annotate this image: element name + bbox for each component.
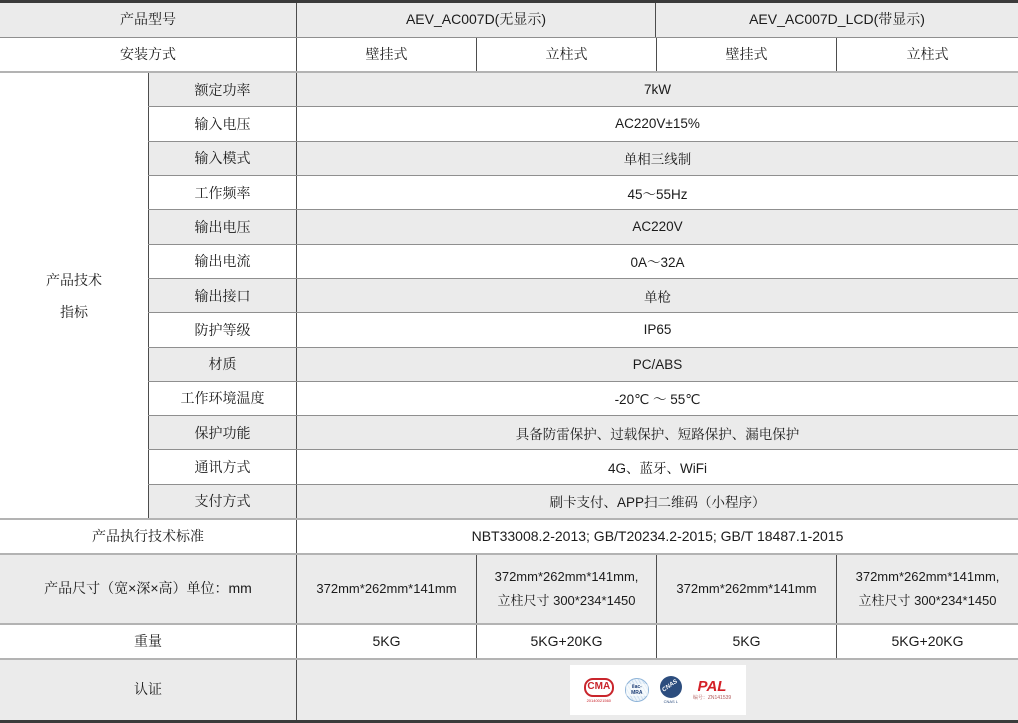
install-b-pillar: 立柱式	[836, 38, 1018, 71]
tech-spec-section	[0, 73, 1018, 520]
spec-value: 45～55Hz	[296, 176, 1018, 209]
spec-row-material	[148, 348, 1018, 382]
ilac-globe-icon	[625, 678, 649, 702]
spec-name: 工作环境温度	[148, 382, 296, 415]
pal-logo-icon	[693, 679, 731, 701]
spec-name: 支付方式	[148, 485, 296, 518]
spec-value: 具备防雷保护、过载保护、短路保护、漏电保护	[296, 416, 1018, 449]
spec-row-temperature	[148, 382, 1018, 416]
spec-value: 刷卡支付、APP扫二维码（小程序）	[296, 485, 1018, 518]
weight-a-pillar: 5KG+20KG	[476, 625, 656, 658]
install-a-pillar: 立柱式	[476, 38, 656, 71]
spec-name: 输入电压	[148, 107, 296, 140]
certification-row	[0, 660, 1018, 720]
install-row	[0, 38, 1018, 73]
pal-label: PAL	[697, 678, 727, 695]
cnas-circle-icon	[660, 676, 682, 698]
certification-row-label: 认证	[134, 681, 162, 698]
pal-number: 编号：ZN141539	[692, 695, 732, 701]
cma-number: 20140021560	[586, 697, 612, 703]
cnas-number: CNAS L	[663, 699, 679, 704]
dim-line1: 372mm*262mm*141mm,	[855, 568, 1000, 584]
spec-row-frequency	[148, 176, 1018, 210]
spec-name: 输出电压	[148, 210, 296, 243]
weight-row	[0, 625, 1018, 660]
spec-name: 输出接口	[148, 279, 296, 312]
install-a-wall: 壁挂式	[296, 38, 476, 71]
spec-row-output-port	[148, 279, 1018, 313]
spec-value: AC220V	[296, 210, 1018, 243]
model-row	[0, 3, 1018, 38]
certification-logos-cell	[296, 660, 1018, 720]
cma-logo-icon	[584, 678, 614, 703]
spec-value: 0A～32A	[296, 245, 1018, 278]
standard-row-label: 产品执行技术标准	[92, 527, 204, 544]
spec-row-output-voltage	[148, 210, 1018, 244]
spec-name: 输入模式	[148, 142, 296, 175]
spec-value: AC220V±15%	[296, 107, 1018, 140]
spec-name: 工作频率	[148, 176, 296, 209]
spec-name: 保护功能	[148, 416, 296, 449]
spec-row-ip-rating	[148, 313, 1018, 347]
dimensions-row	[0, 555, 1018, 625]
dimensions-row-label: 产品尺寸（宽×深×高）单位：mm	[44, 580, 252, 597]
certification-logo-panel	[570, 665, 746, 715]
spec-value: -20℃ ～ 55℃	[296, 382, 1018, 415]
spec-value: PC/ABS	[296, 348, 1018, 381]
dim-cell-b-wall	[656, 555, 836, 623]
model-b-name: AEV_AC007D_LCD(带显示)	[655, 3, 1018, 37]
spec-name: 输出电流	[148, 245, 296, 278]
spec-row-protection	[148, 416, 1018, 450]
spec-row-rated-power	[148, 73, 1018, 107]
dim-cell-b-pillar	[836, 555, 1018, 623]
dim-line1: 372mm*262mm*141mm	[316, 580, 457, 596]
ilac-label: ilac-MRA	[626, 684, 648, 697]
dim-line2: 立柱尺寸 300*234*1450	[858, 593, 997, 608]
weight-b-pillar: 5KG+20KG	[836, 625, 1018, 658]
spec-name: 额定功率	[148, 73, 296, 106]
weight-a-wall: 5KG	[296, 625, 476, 658]
spec-row-communication	[148, 450, 1018, 484]
tech-label-line1: 产品技术	[46, 271, 102, 288]
tech-spec-rows	[148, 73, 1018, 518]
tech-label-line2: 指标	[60, 303, 88, 320]
spec-name: 通讯方式	[148, 450, 296, 483]
cnas-label: CNAS	[661, 679, 680, 694]
dim-line1: 372mm*262mm*141mm,	[494, 568, 639, 584]
cma-badge-icon: CMA	[584, 678, 614, 697]
dim-line1: 372mm*262mm*141mm	[676, 580, 817, 596]
model-row-label: 产品型号	[120, 11, 176, 28]
spec-value: 7kW	[296, 73, 1018, 106]
dim-cell-a-pillar	[476, 555, 656, 623]
spec-name: 材质	[148, 348, 296, 381]
spec-value: IP65	[296, 313, 1018, 346]
spec-value: 单枪	[296, 279, 1018, 312]
spec-value: 4G、蓝牙、WiFi	[296, 450, 1018, 483]
dim-line2: 立柱尺寸 300*234*1450	[497, 593, 636, 608]
spec-row-payment	[148, 485, 1018, 518]
install-row-label: 安装方式	[120, 45, 176, 62]
standard-row-value: NBT33008.2-2013; GB/T20234.2-2015; GB/T 18487.1-2015	[296, 520, 1018, 553]
spec-value: 单相三线制	[296, 142, 1018, 175]
cnas-logo-icon	[660, 676, 682, 704]
install-b-wall: 壁挂式	[656, 38, 836, 71]
spec-row-output-current	[148, 245, 1018, 279]
standard-row	[0, 520, 1018, 555]
dim-cell-a-wall	[296, 555, 476, 623]
spec-name: 防护等级	[148, 313, 296, 346]
model-a-name: AEV_AC007D(无显示)	[296, 3, 655, 37]
weight-b-wall: 5KG	[656, 625, 836, 658]
weight-row-label: 重量	[134, 632, 162, 649]
spec-row-input-voltage	[148, 107, 1018, 141]
ilac-mra-logo-icon	[625, 678, 649, 702]
spec-row-input-mode	[148, 142, 1018, 176]
tech-spec-section-label	[0, 73, 148, 518]
